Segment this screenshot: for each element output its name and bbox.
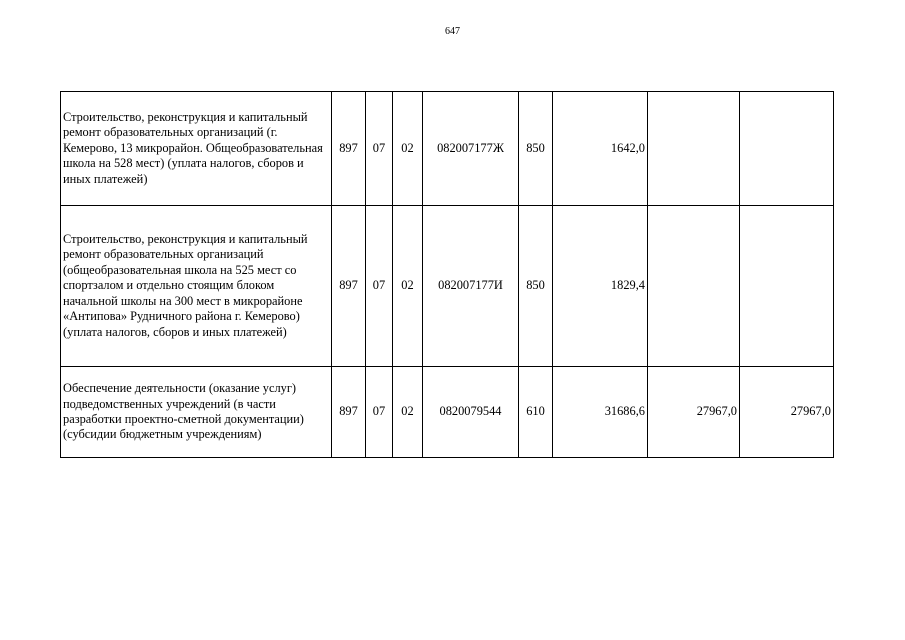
section-code: 07 — [366, 92, 393, 206]
amount-year-3: 27967,0 — [740, 367, 834, 458]
amount-year-1: 1829,4 — [553, 206, 648, 367]
expense-type-code: 610 — [519, 367, 553, 458]
table-row — [61, 367, 834, 458]
amount-year-3 — [740, 206, 834, 367]
row-description: Обеспечение деятельности (оказание услуг) подведомственных учреждений (в части разработки проектно-сметной документации) (субсидии бюджетным учреждениям) — [61, 367, 332, 458]
amount-year-1: 31686,6 — [553, 367, 648, 458]
amount-year-2 — [648, 206, 740, 367]
target-article-code: 082007177И — [423, 206, 519, 367]
expense-type-code: 850 — [519, 92, 553, 206]
budget-table — [60, 91, 834, 458]
subsection-code: 02 — [393, 367, 423, 458]
ministry-code: 897 — [332, 92, 366, 206]
row-description: Строительство, реконструкция и капитальный ремонт образовательных организаций (г. Кемерово, 13 микрорайон. Общеобразовательная школа на 528 мест) (уплата налогов, сборов и иных платежей) — [61, 92, 332, 206]
subsection-code: 02 — [393, 206, 423, 367]
section-code: 07 — [366, 367, 393, 458]
page-number: 647 — [445, 26, 460, 37]
section-code: 07 — [366, 206, 393, 367]
ministry-code: 897 — [332, 367, 366, 458]
table-row — [61, 92, 834, 206]
amount-year-3 — [740, 92, 834, 206]
target-article-code: 0820079544 — [423, 367, 519, 458]
subsection-code: 02 — [393, 92, 423, 206]
expense-type-code: 850 — [519, 206, 553, 367]
target-article-code: 082007177Ж — [423, 92, 519, 206]
ministry-code: 897 — [332, 206, 366, 367]
amount-year-2 — [648, 92, 740, 206]
amount-year-2: 27967,0 — [648, 367, 740, 458]
table-row — [61, 206, 834, 367]
amount-year-1: 1642,0 — [553, 92, 648, 206]
row-description: Строительство, реконструкция и капитальный ремонт образовательных организаций (общеобразовательная школа на 525 мест со спортзалом и отдельно стоящим блоком начальной школы на 300 мест в микрорайоне «Антипова» Рудничного района г. Кемерово) (уплата налогов, сборов и иных платежей) — [61, 206, 332, 367]
